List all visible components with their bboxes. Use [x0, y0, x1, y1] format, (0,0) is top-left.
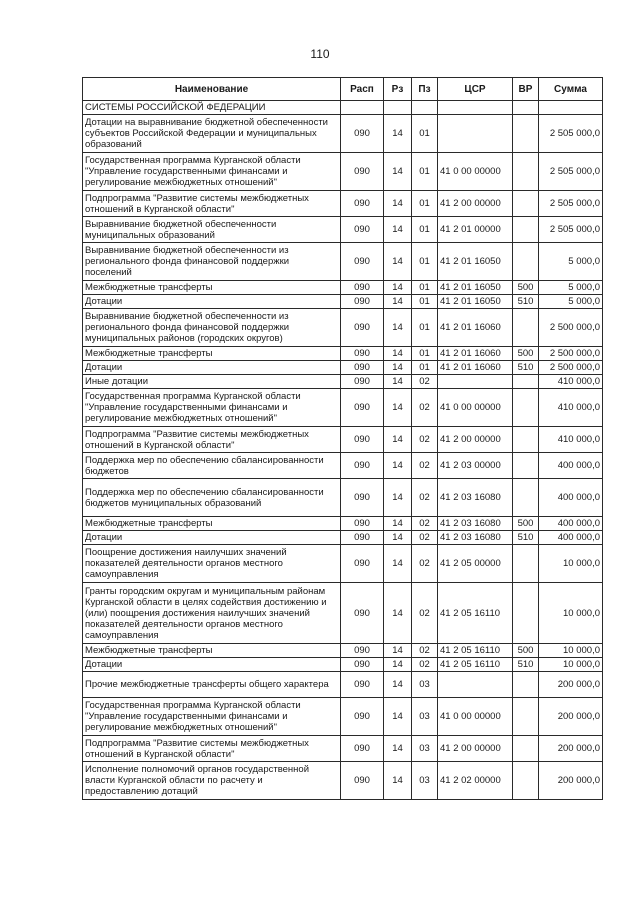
- cell-pz: 01: [412, 191, 438, 217]
- header-pz: Пз: [412, 78, 438, 101]
- cell-vr: [513, 427, 539, 453]
- cell-sum: 5 000,0: [539, 295, 603, 309]
- cell-rz: 14: [384, 736, 412, 762]
- cell-rz: 14: [384, 191, 412, 217]
- cell-rasp: 090: [341, 658, 384, 672]
- header-sum: Сумма: [539, 78, 603, 101]
- cell-vr: [513, 243, 539, 281]
- cell-name: Дотации: [83, 531, 341, 545]
- cell-csr: 41 2 05 16110: [438, 658, 513, 672]
- cell-sum: 410 000,0: [539, 427, 603, 453]
- header-rz: Рз: [384, 78, 412, 101]
- budget-table: [82, 77, 603, 800]
- table-row: [83, 115, 603, 153]
- cell-pz: 03: [412, 762, 438, 800]
- cell-rz: 14: [384, 672, 412, 698]
- cell-rasp: 090: [341, 453, 384, 479]
- cell-pz: 03: [412, 698, 438, 736]
- cell-name: Межбюджетные трансферты: [83, 644, 341, 658]
- cell-pz: 02: [412, 453, 438, 479]
- cell-name: Подпрограмма "Развитие системы межбюджетных отношений в Курганской области": [83, 191, 341, 217]
- table-row: [83, 453, 603, 479]
- cell-name: Выравнивание бюджетной обеспеченности муниципальных образований: [83, 217, 341, 243]
- cell-name: Выравнивание бюджетной обеспеченности из регионального фонда финансовой поддержки муниципальных районов (городских округов): [83, 309, 341, 347]
- cell-sum: 410 000,0: [539, 375, 603, 389]
- cell-csr: 41 2 03 16080: [438, 479, 513, 517]
- cell-vr: 510: [513, 658, 539, 672]
- table-row: [83, 243, 603, 281]
- cell-csr: 41 2 01 16050: [438, 281, 513, 295]
- cell-csr: 41 2 02 00000: [438, 762, 513, 800]
- table-row: [83, 644, 603, 658]
- continuation-row: [83, 101, 603, 115]
- cell-pz: 02: [412, 479, 438, 517]
- cell-rasp: 090: [341, 517, 384, 531]
- cell-pz: 01: [412, 153, 438, 191]
- cell-name: Гранты городским округам и муниципальным районам Курганской области в целях содействия достижению и (или) поощрения достижения наилучших значений показателей деятельности органов местного самоуправления: [83, 583, 341, 644]
- cell-rasp: 090: [341, 672, 384, 698]
- cell-rasp: 090: [341, 531, 384, 545]
- cell-csr: 41 0 00 00000: [438, 153, 513, 191]
- cell-vr: [513, 698, 539, 736]
- cell-name: Межбюджетные трансферты: [83, 347, 341, 361]
- cell-sum: 2 500 000,0: [539, 361, 603, 375]
- table-row: [83, 545, 603, 583]
- cell-name: Межбюджетные трансферты: [83, 517, 341, 531]
- cell-sum: 10 000,0: [539, 658, 603, 672]
- cell-rz: 14: [384, 762, 412, 800]
- cell-rasp: 090: [341, 583, 384, 644]
- cell-pz: 01: [412, 309, 438, 347]
- cell-vr: 510: [513, 361, 539, 375]
- cell-name: Дотации на выравнивание бюджетной обеспеченности субъектов Российской Федерации и муниципальных образований: [83, 115, 341, 153]
- cell-csr: 41 2 01 16060: [438, 309, 513, 347]
- cell-rz: 14: [384, 427, 412, 453]
- cell-sum: 10 000,0: [539, 545, 603, 583]
- table-row: [83, 309, 603, 347]
- cell-name: Дотации: [83, 658, 341, 672]
- cell-name: Поддержка мер по обеспечению сбалансированности бюджетов: [83, 453, 341, 479]
- cell-sum: 400 000,0: [539, 453, 603, 479]
- cell-vr: 500: [513, 281, 539, 295]
- cell-vr: [513, 736, 539, 762]
- cell-rz: 14: [384, 658, 412, 672]
- cell-vr: [513, 191, 539, 217]
- cell-pz: 03: [412, 736, 438, 762]
- table-row: [83, 583, 603, 644]
- cell-vr: [513, 545, 539, 583]
- cell-rz: 14: [384, 217, 412, 243]
- table-row: [83, 295, 603, 309]
- table-row: [83, 281, 603, 295]
- cell-name: Выравнивание бюджетной обеспеченности из регионального фонда финансовой поддержки поселений: [83, 243, 341, 281]
- continuation-text: СИСТЕМЫ РОССИЙСКОЙ ФЕДЕРАЦИИ: [83, 101, 341, 115]
- cell-rz: 14: [384, 309, 412, 347]
- cell-rz: 14: [384, 644, 412, 658]
- table-row: [83, 347, 603, 361]
- cell-name: Государственная программа Курганской области "Управление государственными финансами и регулирование межбюджетных отношений": [83, 153, 341, 191]
- cell-rz: 14: [384, 479, 412, 517]
- table-row: [83, 361, 603, 375]
- cell-pz: 01: [412, 281, 438, 295]
- cell-rz: 14: [384, 375, 412, 389]
- cell-name: Поддержка мер по обеспечению сбалансированности бюджетов муниципальных образований: [83, 479, 341, 517]
- table-row: [83, 517, 603, 531]
- cell-csr: 41 2 00 00000: [438, 427, 513, 453]
- cell-csr: 41 2 01 16050: [438, 295, 513, 309]
- cell-pz: 01: [412, 115, 438, 153]
- page-number: 110: [310, 47, 330, 61]
- cell-rasp: 090: [341, 217, 384, 243]
- cell-sum: 2 505 000,0: [539, 115, 603, 153]
- cell-vr: [513, 217, 539, 243]
- cell-pz: 01: [412, 243, 438, 281]
- cell-rasp: 090: [341, 427, 384, 453]
- cell-csr: 41 2 01 16050: [438, 243, 513, 281]
- cell-rz: 14: [384, 453, 412, 479]
- cell-rasp: 090: [341, 375, 384, 389]
- cell-rasp: 090: [341, 243, 384, 281]
- cell-csr: 41 2 00 00000: [438, 736, 513, 762]
- cell-pz: 03: [412, 672, 438, 698]
- table-row: [83, 672, 603, 698]
- cell-name: Дотации: [83, 295, 341, 309]
- header-name: Наименование: [83, 78, 341, 101]
- cell-csr: 41 0 00 00000: [438, 389, 513, 427]
- table-row: [83, 698, 603, 736]
- table-row: [83, 153, 603, 191]
- cell-pz: 02: [412, 389, 438, 427]
- cell-rz: 14: [384, 389, 412, 427]
- cell-rasp: 090: [341, 389, 384, 427]
- cell-sum: 400 000,0: [539, 517, 603, 531]
- cell-rz: 14: [384, 347, 412, 361]
- table-row: [83, 191, 603, 217]
- cell-pz: 02: [412, 545, 438, 583]
- cell-csr: 41 2 05 00000: [438, 545, 513, 583]
- cell-rasp: 090: [341, 295, 384, 309]
- table-row: [83, 658, 603, 672]
- cell-sum: 10 000,0: [539, 583, 603, 644]
- cell-pz: 02: [412, 644, 438, 658]
- cell-vr: [513, 672, 539, 698]
- cell-rz: 14: [384, 583, 412, 644]
- cell-sum: 2 500 000,0: [539, 347, 603, 361]
- cell-pz: 01: [412, 361, 438, 375]
- cell-rz: 14: [384, 545, 412, 583]
- cell-rz: 14: [384, 115, 412, 153]
- cell-pz: 02: [412, 658, 438, 672]
- table-row: [83, 427, 603, 453]
- cell-sum: 10 000,0: [539, 644, 603, 658]
- cell-vr: [513, 762, 539, 800]
- cell-rasp: 090: [341, 644, 384, 658]
- cell-rasp: 090: [341, 762, 384, 800]
- cell-name: Подпрограмма "Развитие системы межбюджетных отношений в Курганской области": [83, 736, 341, 762]
- cell-rz: 14: [384, 698, 412, 736]
- cell-rasp: 090: [341, 115, 384, 153]
- table-row: [83, 736, 603, 762]
- cell-rasp: 090: [341, 281, 384, 295]
- cell-csr: 41 2 01 00000: [438, 217, 513, 243]
- cell-csr: 41 2 01 16060: [438, 347, 513, 361]
- cell-csr: [438, 115, 513, 153]
- cell-vr: [513, 583, 539, 644]
- cell-rz: 14: [384, 153, 412, 191]
- table-row: [83, 762, 603, 800]
- cell-rz: 14: [384, 531, 412, 545]
- table-row: [83, 389, 603, 427]
- cell-rasp: 090: [341, 309, 384, 347]
- cell-name: Поощрение достижения наилучших значений показателей деятельности органов местного самоуправления: [83, 545, 341, 583]
- cell-vr: 500: [513, 517, 539, 531]
- cell-pz: 01: [412, 217, 438, 243]
- cell-vr: 500: [513, 644, 539, 658]
- cell-name: Иные дотации: [83, 375, 341, 389]
- cell-pz: 02: [412, 427, 438, 453]
- header-rasp: Расп: [341, 78, 384, 101]
- cell-rasp: 090: [341, 479, 384, 517]
- cell-rasp: 090: [341, 347, 384, 361]
- cell-vr: [513, 153, 539, 191]
- cell-csr: 41 0 00 00000: [438, 698, 513, 736]
- cell-rasp: 090: [341, 545, 384, 583]
- cell-csr: 41 2 05 16110: [438, 583, 513, 644]
- cell-rasp: 090: [341, 698, 384, 736]
- cell-name: Прочие межбюджетные трансферты общего характера: [83, 672, 341, 698]
- cell-pz: 01: [412, 295, 438, 309]
- header-vr: ВР: [513, 78, 539, 101]
- table-body: [83, 101, 603, 800]
- cell-rasp: 090: [341, 153, 384, 191]
- cell-vr: [513, 479, 539, 517]
- table-row: [83, 375, 603, 389]
- cell-sum: 2 505 000,0: [539, 217, 603, 243]
- cell-vr: 500: [513, 347, 539, 361]
- cell-name: Государственная программа Курганской области "Управление государственными финансами и регулирование межбюджетных отношений": [83, 389, 341, 427]
- cell-name: Государственная программа Курганской области "Управление государственными финансами и регулирование межбюджетных отношений": [83, 698, 341, 736]
- cell-csr: 41 2 00 00000: [438, 191, 513, 217]
- cell-pz: 02: [412, 583, 438, 644]
- cell-sum: 2 500 000,0: [539, 309, 603, 347]
- cell-rasp: 090: [341, 736, 384, 762]
- cell-rasp: 090: [341, 361, 384, 375]
- table-row: [83, 531, 603, 545]
- cell-vr: [513, 115, 539, 153]
- cell-sum: 2 505 000,0: [539, 191, 603, 217]
- cell-sum: 2 505 000,0: [539, 153, 603, 191]
- cell-name: Межбюджетные трансферты: [83, 281, 341, 295]
- cell-rz: 14: [384, 517, 412, 531]
- cell-sum: 410 000,0: [539, 389, 603, 427]
- table-row: [83, 217, 603, 243]
- cell-sum: 200 000,0: [539, 762, 603, 800]
- cell-csr: 41 2 05 16110: [438, 644, 513, 658]
- cell-sum: 200 000,0: [539, 736, 603, 762]
- cell-csr: 41 2 03 16080: [438, 531, 513, 545]
- cell-rz: 14: [384, 295, 412, 309]
- cell-sum: 400 000,0: [539, 531, 603, 545]
- table-row: [83, 479, 603, 517]
- cell-sum: 400 000,0: [539, 479, 603, 517]
- cell-csr: [438, 672, 513, 698]
- cell-vr: [513, 453, 539, 479]
- cell-name: Дотации: [83, 361, 341, 375]
- cell-vr: [513, 389, 539, 427]
- cell-name: Подпрограмма "Развитие системы межбюджетных отношений в Курганской области": [83, 427, 341, 453]
- cell-rz: 14: [384, 281, 412, 295]
- cell-name: Исполнение полномочий органов государственной власти Курганской области по расчету и предоставлению дотаций: [83, 762, 341, 800]
- cell-vr: 510: [513, 295, 539, 309]
- cell-vr: [513, 375, 539, 389]
- cell-csr: 41 2 03 00000: [438, 453, 513, 479]
- cell-rz: 14: [384, 243, 412, 281]
- cell-csr: 41 2 03 16080: [438, 517, 513, 531]
- cell-vr: [513, 309, 539, 347]
- cell-pz: 02: [412, 375, 438, 389]
- cell-csr: 41 2 01 16060: [438, 361, 513, 375]
- cell-rz: 14: [384, 361, 412, 375]
- table-header-row: [83, 78, 603, 101]
- cell-vr: 510: [513, 531, 539, 545]
- cell-csr: [438, 375, 513, 389]
- cell-rasp: 090: [341, 191, 384, 217]
- cell-pz: 02: [412, 531, 438, 545]
- header-csr: ЦСР: [438, 78, 513, 101]
- cell-pz: 02: [412, 517, 438, 531]
- cell-sum: 5 000,0: [539, 281, 603, 295]
- cell-sum: 5 000,0: [539, 243, 603, 281]
- cell-sum: 200 000,0: [539, 698, 603, 736]
- cell-pz: 01: [412, 347, 438, 361]
- cell-sum: 200 000,0: [539, 672, 603, 698]
